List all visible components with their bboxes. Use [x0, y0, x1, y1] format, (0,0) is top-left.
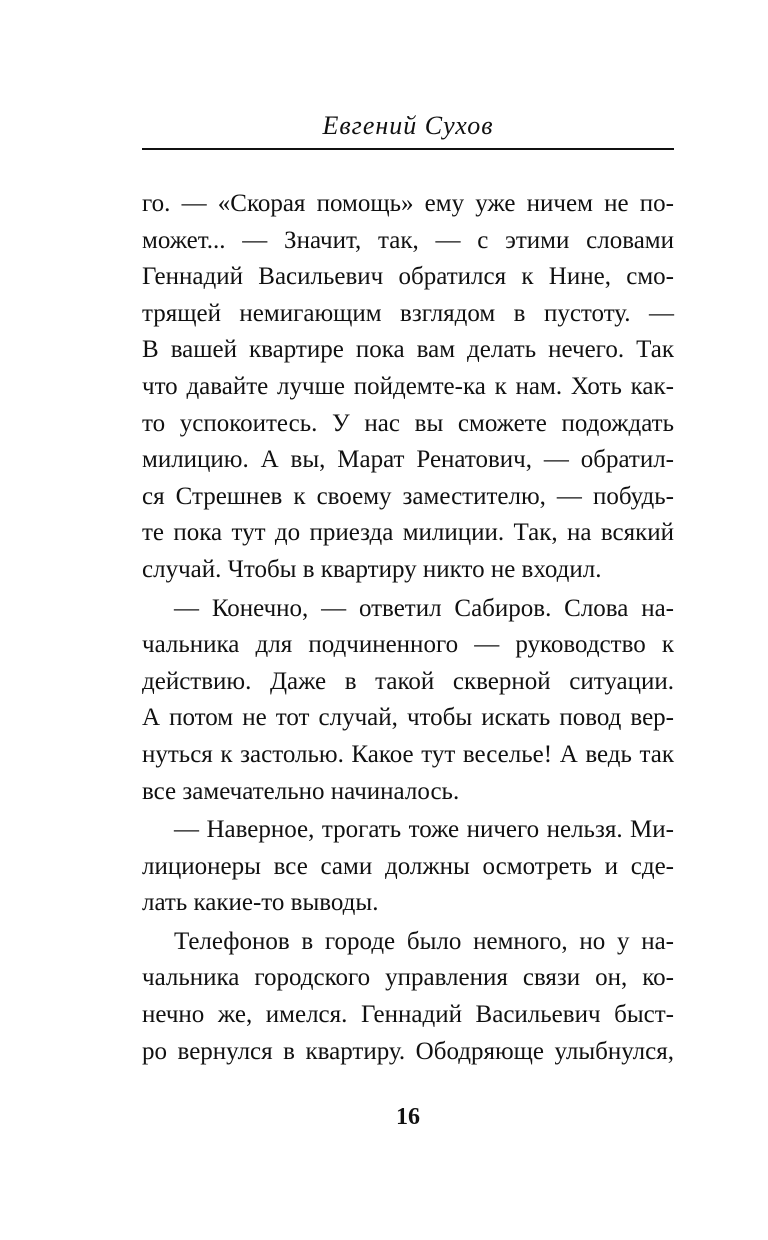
header-rule: [142, 148, 674, 150]
text-line: милицию. А вы, Марат Ренатович, — обратил-: [142, 446, 674, 474]
text-line: все замечательно начиналось.: [142, 777, 460, 805]
text-line: случай. Чтобы в квартиру никто не входил.: [142, 555, 602, 583]
text-line: нечно же, имелся. Геннадий Васильевич быст-: [142, 1001, 674, 1029]
text-line: лиционеры все сами должны осмотреть и сде-: [142, 852, 674, 880]
text-line: то успокоитесь. У нас вы сможете подождать: [142, 409, 674, 437]
body-text: [142, 186, 674, 1072]
page-number: 16: [396, 1104, 420, 1130]
running-header: Евгений Сухов: [322, 111, 494, 140]
text-line: лать какие-то выводы.: [142, 889, 379, 917]
text-line: чальника для подчиненного — руководство к: [142, 631, 674, 659]
text-line: ро вернулся в квартиру. Ободряюще улыбнулся,: [142, 1037, 674, 1065]
text-line: го. — «Скорая помощь» ему уже ничем не по-: [142, 190, 674, 217]
text-line: В вашей квартире пока вам делать нечего. Так: [142, 336, 674, 364]
text-line: может... — Значит, так, — с этими словами: [142, 226, 674, 254]
text-line: те пока тут до приезда милиции. Так, на всякий: [142, 519, 674, 547]
paragraph-3: [142, 812, 674, 922]
text-line: что давайте лучше пойдемте-ка к нам. Хоть как-: [142, 372, 674, 400]
text-line: А потом не тот случай, чтобы искать повод вер-: [142, 704, 674, 732]
paragraph-2: [142, 591, 674, 811]
paragraph-4: [142, 924, 674, 1070]
text-line: Геннадий Васильевич обратился к Нине, смо-: [142, 263, 674, 291]
paragraph-1: [142, 186, 674, 589]
text-line: ся Стрешнев к своему заместителю, — побудь-: [142, 482, 674, 510]
text-line: действию. Даже в такой скверной ситуации.: [142, 667, 674, 695]
text-line: чальника городского управления связи он, ко-: [142, 964, 674, 992]
text-line: нуться к застолью. Какое тут веселье! А ведь так: [142, 740, 674, 768]
text-line: Телефонов в городе было немного, но у на-: [174, 927, 674, 955]
text-line: трящей немигающим взглядом в пустоту. —: [142, 299, 674, 327]
text-line: — Конечно, — ответил Сабиров. Слова на-: [174, 594, 674, 622]
text-line: — Наверное, трогать тоже ничего нельзя. Ми-: [174, 816, 674, 844]
